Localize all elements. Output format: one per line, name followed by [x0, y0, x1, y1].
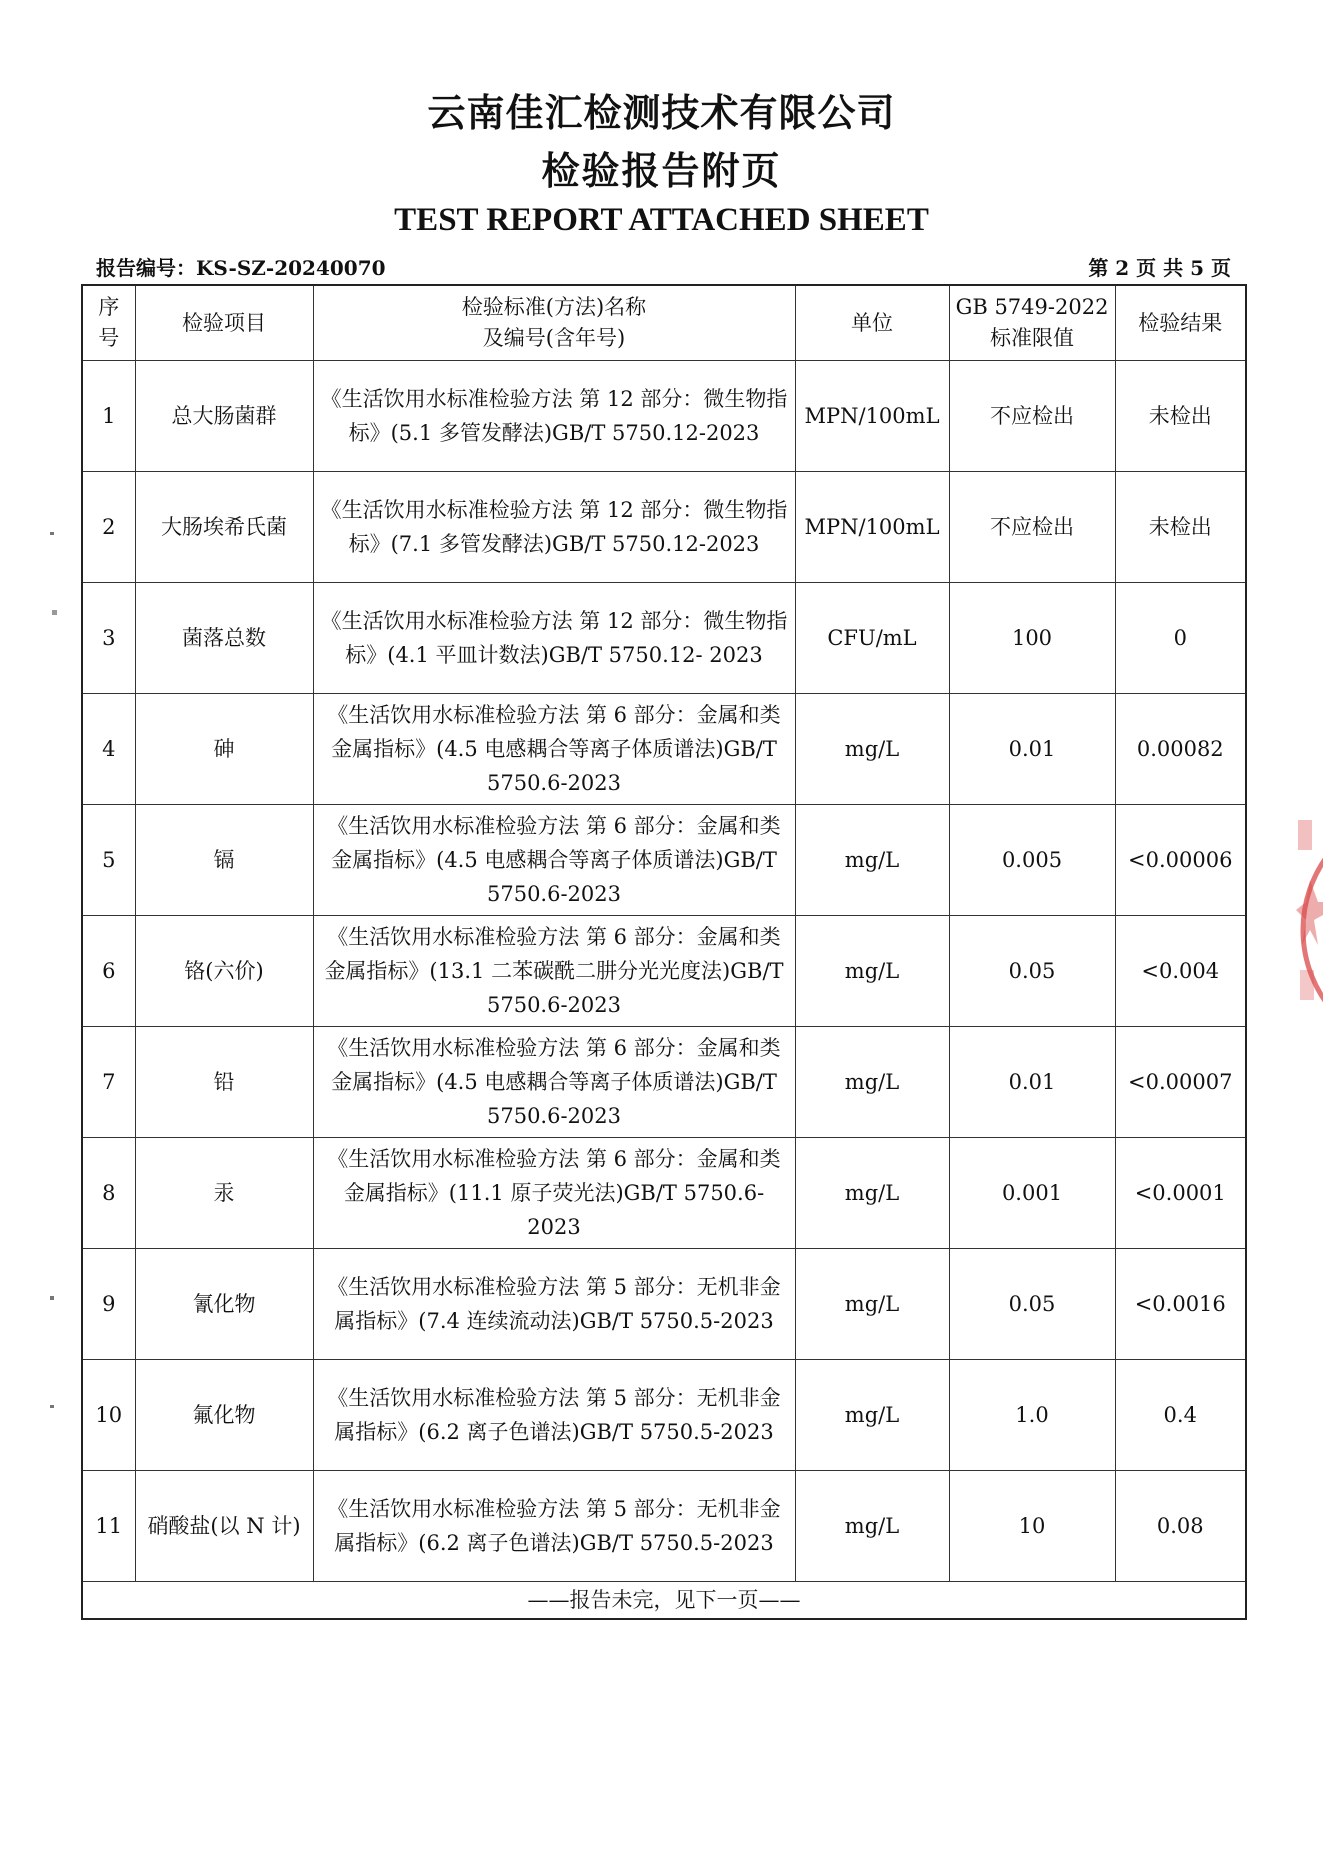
row-result: <0.0001 [1115, 1138, 1246, 1249]
row-unit: MPN/100mL [795, 472, 949, 583]
table-body [82, 361, 1246, 1582]
row-item: 大肠埃希氏菌 [135, 472, 313, 583]
row-item: 汞 [135, 1138, 313, 1249]
row-unit: MPN/100mL [795, 361, 949, 472]
table-row [82, 916, 1246, 1027]
row-method: 《生活饮用水标准检验方法 第 5 部分：无机非金属指标》(7.4 连续流动法)GB/T 5750.5-2023 [313, 1249, 795, 1360]
page-number: 第 2 页 共 5 页 [1088, 256, 1231, 280]
row-item: 铅 [135, 1027, 313, 1138]
row-unit: mg/L [795, 694, 949, 805]
row-seq: 9 [82, 1249, 135, 1360]
row-limit: 0.005 [949, 805, 1115, 916]
header-limit [949, 285, 1115, 361]
header-seq [82, 285, 135, 361]
row-result: 0.08 [1115, 1471, 1246, 1582]
margin-mark [50, 1296, 54, 1300]
row-result: 0 [1115, 583, 1246, 694]
report-subtitle: 检验报告附页 [541, 148, 782, 193]
table-row [82, 1138, 1246, 1249]
header-seq-text: 序号 [98, 295, 120, 350]
row-limit: 0.05 [949, 916, 1115, 1027]
row-method: 《生活饮用水标准检验方法 第 6 部分：金属和类金属指标》(4.5 电感耦合等离子体质谱法)GB/T 5750.6-2023 [313, 805, 795, 916]
row-item: 菌落总数 [135, 583, 313, 694]
row-limit: 0.01 [949, 1027, 1115, 1138]
row-seq: 4 [82, 694, 135, 805]
table-row [82, 1360, 1246, 1471]
row-seq: 7 [82, 1027, 135, 1138]
row-method: 《生活饮用水标准检验方法 第 6 部分：金属和类金属指标》(11.1 原子荧光法)GB/T 5750.6-2023 [313, 1138, 795, 1249]
row-result: 未检出 [1115, 472, 1246, 583]
row-method: 《生活饮用水标准检验方法 第 12 部分：微生物指标》(4.1 平皿计数法)GB/T 5750.12- 2023 [313, 583, 795, 694]
test-results-table [81, 284, 1247, 1620]
header-method-line1: 检验标准(方法)名称 [461, 295, 647, 319]
row-item: 硝酸盐(以 N 计) [135, 1471, 313, 1582]
row-result: <0.00006 [1115, 805, 1246, 916]
row-seq: 1 [82, 361, 135, 472]
row-seq: 10 [82, 1360, 135, 1471]
row-result: <0.00007 [1115, 1027, 1246, 1138]
company-seal-stamp [1278, 800, 1323, 1060]
row-seq: 2 [82, 472, 135, 583]
row-item: 氟化物 [135, 1360, 313, 1471]
report-number: 报告编号：KS-SZ-20240070 [96, 256, 386, 280]
row-method: 《生活饮用水标准检验方法 第 6 部分：金属和类金属指标》(13.1 二苯碳酰二肼分光光度法)GB/T 5750.6-2023 [313, 916, 795, 1027]
table-row [82, 805, 1246, 916]
row-method: 《生活饮用水标准检验方法 第 12 部分：微生物指标》(7.1 多管发酵法)GB/T 5750.12-2023 [313, 472, 795, 583]
row-unit: mg/L [795, 916, 949, 1027]
margin-mark [50, 532, 54, 535]
row-item: 总大肠菌群 [135, 361, 313, 472]
row-unit: mg/L [795, 1471, 949, 1582]
margin-mark [52, 610, 57, 615]
table-row [82, 1249, 1246, 1360]
row-method: 《生活饮用水标准检验方法 第 6 部分：金属和类金属指标》(4.5 电感耦合等离子体质谱法)GB/T 5750.6-2023 [313, 1027, 795, 1138]
row-limit: 0.05 [949, 1249, 1115, 1360]
table-row [82, 361, 1246, 472]
row-seq: 3 [82, 583, 135, 694]
row-unit: CFU/mL [795, 583, 949, 694]
row-item: 砷 [135, 694, 313, 805]
table-row [82, 1027, 1246, 1138]
english-title: TEST REPORT ATTACHED SHEET [394, 202, 929, 238]
row-unit: mg/L [795, 1360, 949, 1471]
row-unit: mg/L [795, 1249, 949, 1360]
row-item: 铬(六价) [135, 916, 313, 1027]
row-item: 氰化物 [135, 1249, 313, 1360]
row-limit: 1.0 [949, 1360, 1115, 1471]
table-footer-row [82, 1582, 1246, 1620]
header-method [313, 285, 795, 361]
row-method: 《生活饮用水标准检验方法 第 5 部分：无机非金属指标》(6.2 离子色谱法)GB/T 5750.5-2023 [313, 1360, 795, 1471]
table-row [82, 1471, 1246, 1582]
row-unit: mg/L [795, 805, 949, 916]
row-method: 《生活饮用水标准检验方法 第 12 部分：微生物指标》(5.1 多管发酵法)GB/T 5750.12-2023 [313, 361, 795, 472]
row-limit: 10 [949, 1471, 1115, 1582]
row-seq: 5 [82, 805, 135, 916]
row-limit: 100 [949, 583, 1115, 694]
company-name: 云南佳汇检测技术有限公司 [427, 90, 896, 135]
row-method: 《生活饮用水标准检验方法 第 6 部分：金属和类金属指标》(4.5 电感耦合等离子体质谱法)GB/T 5750.6-2023 [313, 694, 795, 805]
row-method: 《生活饮用水标准检验方法 第 5 部分：无机非金属指标》(6.2 离子色谱法)GB/T 5750.5-2023 [313, 1471, 795, 1582]
header-limit-line2: 标准限值 [990, 326, 1074, 350]
table-header-row [82, 285, 1246, 361]
row-seq: 11 [82, 1471, 135, 1582]
row-seq: 8 [82, 1138, 135, 1249]
row-unit: mg/L [795, 1138, 949, 1249]
margin-mark [50, 1405, 54, 1408]
header-method-line2: 及编号(含年号) [482, 326, 626, 350]
row-limit: 不应检出 [949, 361, 1115, 472]
continuation-note: ——报告未完，见下一页—— [82, 1582, 1246, 1620]
header-limit-line1: GB 5749-2022 [955, 295, 1109, 319]
table-row [82, 583, 1246, 694]
row-seq: 6 [82, 916, 135, 1027]
row-result: <0.004 [1115, 916, 1246, 1027]
header-result: 检验结果 [1115, 285, 1246, 361]
row-item: 镉 [135, 805, 313, 916]
header-item: 检验项目 [135, 285, 313, 361]
row-result: 未检出 [1115, 361, 1246, 472]
row-limit: 不应检出 [949, 472, 1115, 583]
table-row [82, 472, 1246, 583]
row-limit: 0.001 [949, 1138, 1115, 1249]
table-row [82, 694, 1246, 805]
row-result: <0.0016 [1115, 1249, 1246, 1360]
row-result: 0.4 [1115, 1360, 1246, 1471]
row-limit: 0.01 [949, 694, 1115, 805]
row-result: 0.00082 [1115, 694, 1246, 805]
header-unit: 单位 [795, 285, 949, 361]
row-unit: mg/L [795, 1027, 949, 1138]
